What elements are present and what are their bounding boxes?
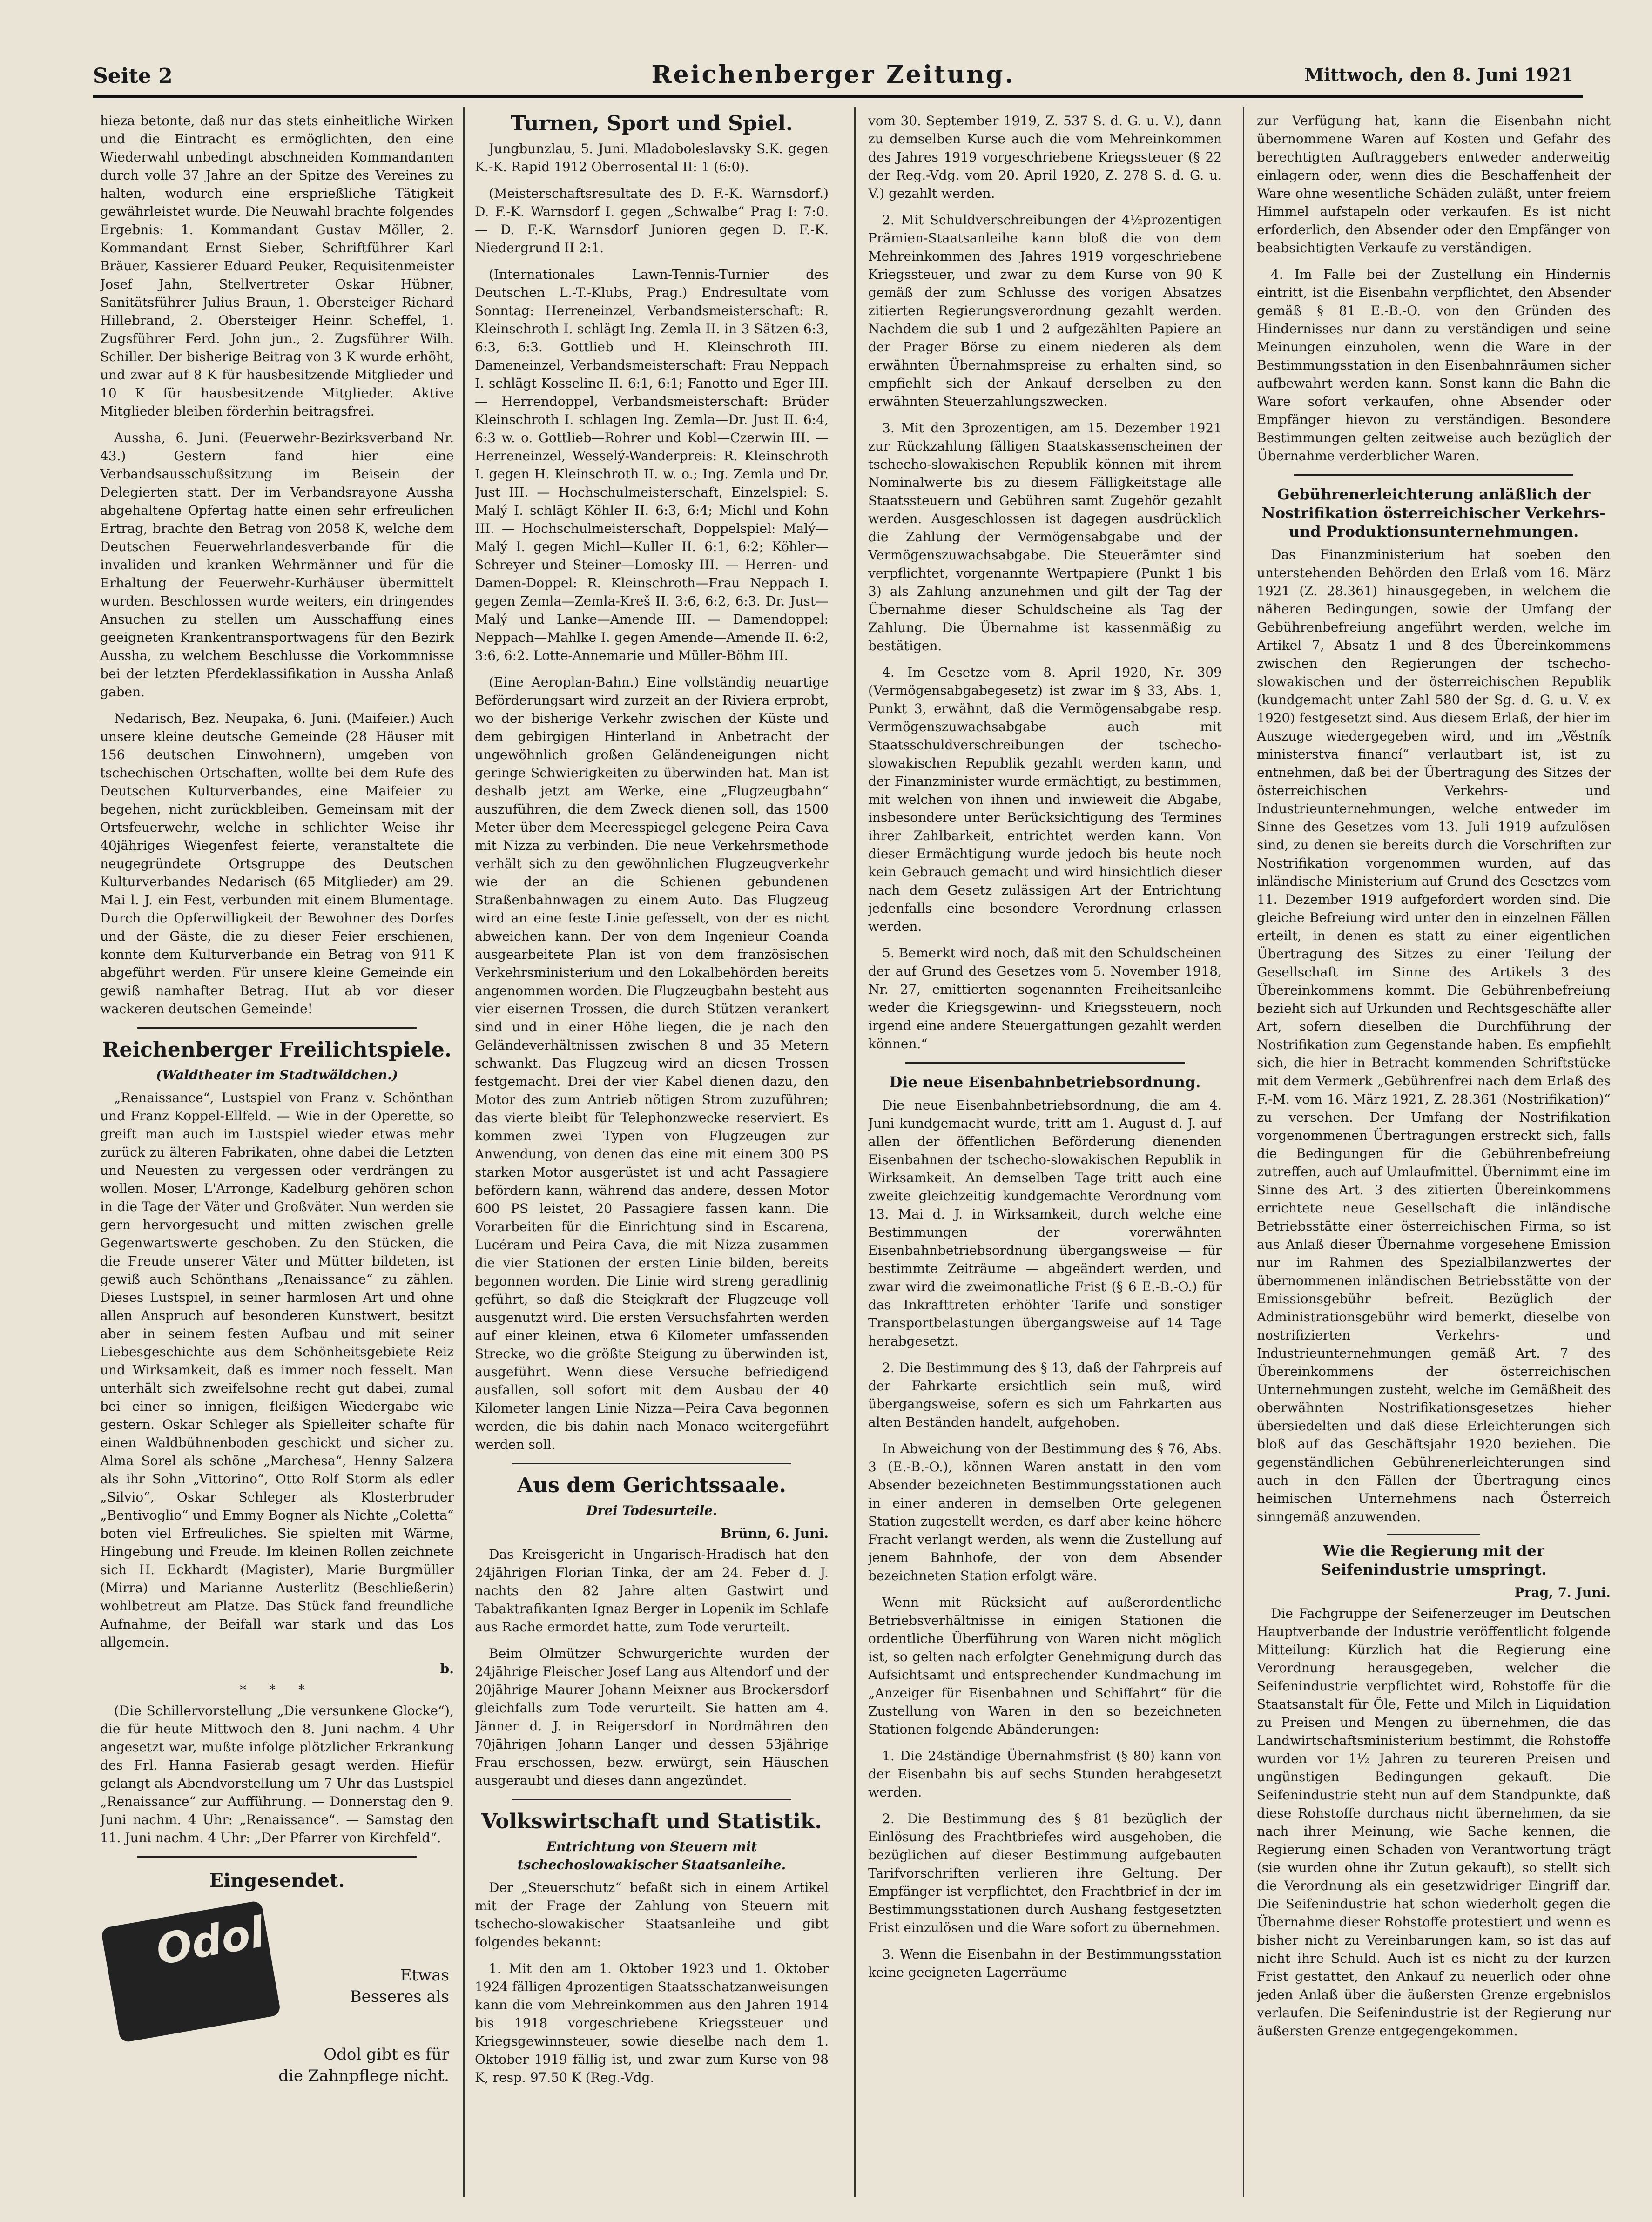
article-paragraph: 4. Im Gesetze vom 8. April 1920, Nr. 309 (Vermögensabgabegesetz) ist zwar im § 33, Abs. 1, Punkt 3, erwähnt, daß die Vermögensabgabe resp. Vermögenszuwachsabgabe auch mit Staatsschuldverschreibungen der tschecho-slowakischen Republik gezahlt werden kann, und der Finanzminister wurde ermächtigt, zu bestimmen, mit welchen von ihnen und inwieweit die Abgabe, insbesondere unter Berücksichtigung des Termines ihrer Zahlbarkeit, entrichtet werden kann. Von dieser Ermächtigung wurde jedoch bis heute noch kein Gebrauch gemacht und wird hinsichtlich dieser nach dem Gesetz zulässigen Art der Entrichtung jedenfalls eine besondere Verordnung erlassen werden. <box>868 665 1222 934</box>
dateline: Brünn, 6. Juni. <box>720 1526 829 1541</box>
article-paragraph: Die Fachgruppe der Seifenerzeuger im Deutschen Hauptverbande der Industrie veröffentlicht folgende Mitteilung: Kürzlich hat die Regierung eine Verordnung herausgegeben, welcher die Seifenindustrie verpflichtet wird, Rohstoffe für die Staatsanstalt für Öle, Fette und Milch in Liquidation zu Preisen und Mengen zu übernehmen, die das Landwirtschaftsministerium bestimmt, die Rohstoffe wurden vor 1½ Jahren zu teureren Preisen und ungünstigen Bedingungen gekauft. Die Seifenindustrie steht nun auf dem Standpunkte, daß diese Rohstoffe durchaus nicht übernehmen, da sie nach ihrer Meinung, wie Sache kennen, die Regierung einen Schaden von Verantwortung trägt (sie wurden ohne ihr Zutun gekauft), so stellt sich die Verordnung als ein gesetzwidriger Eingriff dar. Die Seifenindustrie hat schon wiederholt gegen die Übernahme dieser Rohstoffe protestiert und wenn es bisher nicht zu Vereinbarungen kam, so ist das auf nicht ihre Schuld. Auch ist es nicht zu der kurzen Frist gestattet, den Ankauf zu neuerlich oder ohne jeden Anlaß über die äußersten Grenze ergebnislos verlaufen. Die Seifenindustrie ist der Regierung nur äußersten Grenze entgegengekommen. <box>1257 1606 1611 2039</box>
article-paragraph: Aussha, 6. Juni. (Feuerwehr-Bezirksverband Nr. 43.) Gestern fand hier eine Verbandsausschußsitzung im Beisein der Delegierten statt. Der im Verbandsrayone Aussha abgehaltene Opfertag hatte einen sehr erfreulichen Ertrag, brachte den Betrag von 2058 K, welche dem Deutschen Feuerwehrlandesverbande für die invaliden und kranken Wehrmänner und für die Erhaltung der Feuerwehr-Kurhäuser übermittelt wurden. Beschlossen wurde weiters, ein dringendes Ansuchen zu stellen um Ausschaffung eines geeigneten Krankentransportwagens für den Bezirk Aussha, zu welchem Beschlusse die Vorkommnisse bei der letzten Pferdeklassifikation in Aussha Anlaß gaben. <box>100 430 454 700</box>
theater-subheading: (Waldtheater im Stadtwäldchen.) <box>156 1067 398 1083</box>
section-separator <box>512 1463 791 1464</box>
masthead <box>93 56 1573 93</box>
article-paragraph: (Meisterschaftsresultate des D. F.-K. Warnsdorf.) D. F.-K. Warnsdorf I. gegen „Schwalbe“ Prag I: 7:0. — D. F.-K. Warnsdorf Junioren gegen D. F.-K. Niedergrund II 2:1. <box>475 186 829 256</box>
advertisement-tagline <box>278 2044 449 2087</box>
court-heading: Aus dem Gerichtssaale. <box>517 1474 786 1497</box>
article-paragraph: 4. Im Falle bei der Zustellung ein Hindernis eintritt, ist die Eisenbahn verpflichtet, den Absender gemäß § 81 E.-B.-O. von den Gründen des Hindernisses nur dann zu verständigen und seine Meinungen einzuholen, wenn die Ware in der Bestimmungsstation in den Eisenbahnräumen sicher aufbewahrt werden kann. Sonst kann die Bahn die Ware sofort verkaufen, ohne Absender oder Empfänger hievon zu verständigen. Besondere Bestimmungen gelten zeitweise auch bezüglich der Übernahme verderblicher Waren. <box>1257 267 1611 464</box>
article-paragraph: Das Finanzministerium hat soeben den unterstehenden Behörden den Erlaß vom 16. März 1921 (Z. 28.361) hinausgegeben, in welchem die näheren Bedingungen, sowie der Umfang der Gebührenbefreiung angeführt werden, welche im Artikel 7, Absatz 1 und 8 des Übereinkommens zwischen den Regierungen der tschecho-slowakischen und der österreichischen Republik (kundgemacht unter Zahl 580 der Sg. d. G. u. V. ex 1920) festgesetzt sind. Aus diesem Erlaß, der hier im Auszuge wiedergegeben wird, und im „Věstník ministerstva financí“ verlautbart ist, ist zu entnehmen, daß bei der Übertragung des Sitzes der österreichischen Verkehrs- und Industrieunternehmungen, welche entweder im Sinne des Gesetzes vom 13. Juli 1919 aufzulösen sind, zu denen sie bereits durch die Vorschriften zur Nostrifikation vorgenommen wurden, auf das inländische Ministerium auf Grund des Gesetzes vom 11. Dezember 1919 aufgefordert worden sind. Die gleiche Befreiung wird unter den in einzelnen Fällen erteilt, in denen es statt zu einer eigentlichen Übertragung des Sitzes zu einer Teilung der Gesellschaft im Sinne des Artikels 3 des Übereinkommens kommt. Die Gebührenbefreiung bezieht sich auf Urkunden und Rechtsgeschäfte aller Art, sofern dieselben die Durchführung der Nostrifikation zum Gegenstande haben. Es empfiehlt sich, die hier in Betracht kommenden Schriftstücke mit dem Vermerk „Gebührenfrei nach dem Erlaß des F.-M. vom 16. März 1921, Z. 28.361 (Nostrifikation)“ zu versehen. Der Umfang der Nostrifikation vorgenommenen Übertragungen erstreckt sich, falls die Bedingungen für die Gebührenbefreiung zutreffen, auch auf Umlaufmittel. Übernimmt eine im Sinne des Art. 3 des zitierten Übereinkommens errichtete neue Gesellschaft die inländische Betriebsstätte einer österreichischen Firma, so ist aus Anlaß dieser Übernahme vorgesehene Emission nur im Rahmen des Spezialbilanzwertes der übernommenen inländischen Betriebsstätte von der Emissionsgebühr befreit. Bezüglich der Administrationsgebühr wird bemerkt, dieselbe von nostrifizierten Verkehrs- und Industrieunternehmungen gemäß Art. 7 des Übereinkommens der österreichischen Unternehmungen zusteht, welche im Gemäßheit des oberwähnten Nostrifikationsgesetzes hieher übersiedelten und daß diese Erleichterungen sich bloß auf das Geschäftsjahr 1920 beziehen. Die gegenständlichen Gebührenerleichterungen sind auch in den Fällen der Übertragung eines heimischen Unternehmens nach Österreich sinngemäß anzuwenden. <box>1257 547 1611 1524</box>
newspaper-title: Reichenberger Zeitung. <box>651 61 1015 89</box>
advertisement-text <box>350 1965 449 2007</box>
advertisement <box>100 1872 454 2090</box>
section-separator <box>512 1799 791 1800</box>
ad-line: Etwas <box>400 1966 449 1985</box>
column-3 <box>868 112 1222 2192</box>
article-paragraph: Beim Olmützer Schwurgerichte wurden der 24jährige Fleischer Josef Lang aus Altendorf und der 20jährige Maurer Johann Meixner aus Brockersdorf gleichfalls zum Tode verurteilt. Sie hatten am 4. Jänner d. J. in Reigersdorf in Nordmähren den 70jährigen Johann Langer und dessen 53jährige Frau erschossen, bezw. erwürgt, sein Häuschen ausgeraubt und dieses dann angezündet. <box>475 1646 829 1788</box>
sport-heading: Turnen, Sport und Spiel. <box>510 112 793 135</box>
soap-industry-heading: Wie die Regierung mit der Seifenindustrie umspringt. <box>1321 1542 1547 1578</box>
ad-line: Odol gibt es für <box>324 2045 449 2064</box>
advertisement-heading: Eingesendet. <box>209 1870 345 1892</box>
fee-relief-heading: Gebührenerleichterung anläßlich der Nostrifikation österreichischer Verkehrs- und Produktionsunternehmungen. <box>1261 485 1606 540</box>
ad-line: die Zahnpflege nicht. <box>278 2067 449 2085</box>
article-paragraph: „Renaissance“, Lustspiel von Franz v. Schönthan und Franz Koppel-Ellfeld. — Wie in der Operette, so greift man auch im Lustspiel wieder etwas mehr zurück zu älteren Fabrikaten, ohne dabei die Letzten und Neuesten zu vergessen oder verdrängen zu wollen. Moser, L'Arronge, Kadelburg gehören schon in die Tage der Väter und Großväter. Nun werden sie gern hervorgesucht und mitten zwischen grelle Gegenwartswerte geschoben. Zu den Stücken, die die Freude unserer Väter und Mütter bildeten, ist gewiß auch Schönthans „Renaissance“ zu zählen. Dieses Lustspiel, in seiner harmlosen Art und ohne allen Anspruch auf besonderen Kunstwert, besitzt aber in seinem festen Aufbau und mit seiner Liebesgeschichte aus dem Schönheitsgebiete Reiz und Wirksamkeit, daß es immer noch fesselt. Man unterhält sich zweifelsohne recht gut dabei, zumal bei einer so innigen, fleißigen Wiedergabe wie gestern. Oskar Schleger als Spielleiter schafte für einen Waldbühnenboden geschickt und sicher zu. Alma Sorel als schöne „Marchesa“, Henny Salzera als ihr Sohn „Vittorino“, Otto Rolf Storm als edler „Silvio“, Oskar Schleger als Klosterbruder „Bentivoglio“ und Emmy Bogner als Nichte „Coletta“ boten viel Erfreuliches. Sie spielten mit Wärme, Hingebung und Freude. Im kleinen Rollen zeichnete sich H. Eckhardt (Magister), Marie Burgmüller (Mirra) und Marianne Austerlitz (Beschließerin) wohlbetreut am Platze. Das Stück fand freundliche Aufnahme, der Beifall war stark und das Los allgemein. <box>100 1090 454 1650</box>
article-paragraph: 2. Die Bestimmung des § 13, daß der Fahrpreis auf der Fahrkarte ersichtlich sein muß, wird übergangsweise, sofern es sich um Fahrkarten aus alten Beständen handelt, aufgehoben. <box>868 1360 1222 1430</box>
section-separator <box>137 1856 417 1858</box>
issue-date: Mittwoch, den 8. Juni 1921 <box>1304 64 1573 85</box>
signature: b. <box>440 1661 454 1677</box>
asterism: * * * <box>240 1682 314 1697</box>
article-paragraph: (Eine Aeroplan-Bahn.) Eine vollständig neuartige Beförderungsart wird zurzeit an der Riviera erprobt, wo der bisherige Verkehr zwischen der Küste und dem gebirgigen Hinterland in Anbetracht der ungewöhnlich großen Geländeneigungen nicht geringe Schwierigkeiten zu überwinden hat. Man ist deshalb jetzt am Werke, eine „Flugzeugbahn“ auszuführen, die dem Zweck dienen soll, das 1500 Meter über dem Meeresspiegel gelegene Peira Cava mit Nizza zu verbinden. Die neue Verkehrsmethode verhält sich zu den gewöhnlichen Flugzeugverkehr wie der an die Schienen gebundenen Straßenbahnwagen zu einem Auto. Das Flugzeug wird an eine feste Linie gefesselt, von der es nicht abweichen kann. Der von dem Ingenieur Coanda ausgearbeitete Plan ist von dem französischen Verkehrsministerium und den Lokalbehörden bereits angenommen worden. Die Flugzeugbahn besteht aus vier eisernen Trossen, die durch Stützen verankert sind und in einer Höhe liegen, die je nach den Geländeverhältnissen zwischen 8 und 35 Metern schwankt. Das Flugzeug wird an diesen Trossen festgemacht. Drei der vier Kabel dienen dazu, den Motor des zum Antrieb nötigen Strom zuzuführen; das vierte bleibt für Telephonzwecke reserviert. Es kommen zwei Typen von Flugzeugen zur Anwendung, von denen das eine mit einem 300 PS starken Motor ausgerüstet ist und acht Passagiere befördern kann, während das andere, dessen Motor 600 PS leistet, 20 Passagiere fassen kann. Die Vorarbeiten für die Einrichtung sind in Escarena, Lucéram und Peira Cava, die mit Nizza zusammen die vier Stationen der ersten Linie bilden, bereits begonnen worden. Die Linie wird streng geradlinig geführt, so daß die Steigkraft der Flugzeuge voll ausgenutzt wird. Die ersten Versuchsfahrten werden auf einer kleinen, etwa 6 Kilometer umfassenden Strecke, wo die größte Steigung zu überwinden ist, ausgeführt. Wenn diese Versuche befriedigend ausfallen, soll sofort mit dem Ausbau der 40 Kilometer langen Linie Nizza—Peira Cava begonnen werden, die bis dahin nach Monaco weitergeführt werden soll. <box>475 674 829 1452</box>
article-paragraph: 5. Bemerkt wird noch, daß mit den Schuldscheinen der auf Grund des Gesetzes vom 5. November 1918, Nr. 27, emittierten sogenannten Freiheitsanleihe weder die Kriegsgewinn- und Kriegssteuern, noch irgend eine andere Steuergattungen gezahlt werden können.“ <box>868 945 1222 1051</box>
article-paragraph: 1. Die 24ständige Übernahmsfrist (§ 80) kann von der Eisenbahn bis auf sechs Stunden herabgesetzt werden. <box>868 1748 1222 1800</box>
economy-subheading: Entrichtung von Steuern mit tschechoslowakischer Staatsanleihe. <box>517 1839 786 1872</box>
article-paragraph: 2. Mit Schuldverschreibungen der 4½prozentigen Prämien-Staatsanleihe kann bloß die von dem Mehreinkommen des Jahres 1919 vorgeschriebene Kriegssteuer, und zwar zu dem Kurse von 90 K gemäß der zum Schlusse des vorigen Absatzes zitierten Regierungsverordnung gezahlt werden. Nachdem die sub 1 und 2 aufgezählten Papiere an der Prager Börse zu einem niederen als dem erwähnten Übernahmspreise zu erhalten sind, so empfiehlt sich der Ankauf derselben zu den erwähnten Steuerzahlungszwecken. <box>868 212 1222 409</box>
article-paragraph: In Abweichung von der Bestimmung des § 76, Abs. 3 (E.-B.-O.), können Waren anstatt in den vom Absender bezeichneten Bestimmungsstationen auch in einer anderen in demselben Orte gelegenen Station zugestellt werden, es darf aber keine höhere Fracht verlangt werden, als wenn die Zustellung auf jenem Bahnhofe, der von dem Absender bezeichneten Station erfolgt wäre. <box>868 1441 1222 1583</box>
odol-logo: Odol <box>152 1907 268 1975</box>
section-separator <box>905 1062 1185 1064</box>
column-4 <box>1257 112 1611 2192</box>
article-paragraph: Der „Steuerschutz“ befaßt sich in einem Artikel mit der Frage der Zahlung von Steuern mit tschecho-slowakischer Staatsanleihe und gibt folgendes bekannt: <box>475 1880 829 1950</box>
article-paragraph: (Die Schillervorstellung „Die versunkene Glocke“), die für heute Mittwoch den 8. Juni nachm. 4 Uhr angesetzt war, mußte infolge plötzlicher Erkrankung des Frl. Hanna Fasierab gesagt werden. Hiefür gelangt als Abendvorstellung um 7 Uhr das Lustspiel „Renaissance“ zur Aufführung. — Donnerstag den 9. Juni nachm. 4 Uhr: „Renaissance“. — Samstag den 11. Juni nachm. 4 Uhr: „Der Pfarrer von Kirchfeld“. <box>100 1703 454 1845</box>
section-separator <box>1387 1534 1480 1535</box>
section-separator <box>1294 474 1573 476</box>
article-paragraph: Das Kreisgericht in Ungarisch-Hradisch hat den 24jährigen Florian Tinka, der am 24. Feber d. J. nachts den 82 Jahre alten Gastwirt und Tabaktrafikanten Ignaz Berger in Lopenik im Schlafe aus Rache ermordet hatte, zum Tode verurteilt. <box>475 1547 829 1635</box>
article-paragraph: Jungbunzlau, 5. Juni. Mladoboleslavsky S.K. gegen K.-K. Rapid 1912 Oberrosental II: 1 (6:0). <box>475 141 829 175</box>
column-2 <box>475 112 829 2192</box>
economy-heading: Volkswirtschaft und Statistik. <box>481 1810 822 1833</box>
column-1 <box>100 112 454 2192</box>
dateline: Prag, 7. Juni. <box>1514 1585 1611 1600</box>
column-divider <box>854 107 856 2197</box>
article-paragraph: (Internationales Lawn-Tennis-Turnier des Deutschen L.-T.-Klubs, Prag.) Endresultate vom Sonntag: Herreneinzel, Verbandsmeisterschaft: R. Kleinschroth I. schlägt Ing. Zemla II. in 3 Sätzen 6:3, 6:3, 6:3. Gottlieb und H. Kleinschroth III. Dameneinzel, Verbandsmeisterschaft: Frau Neppach I. schlägt Kosseline II. 6:1, 6:1; Fanotto und Eger III. — Herrendoppel, Verbandsmeisterschaft: Brüder Kleinschroth I. schlagen Ing. Zemla—Dr. Just II. 6:4, 6:3 w. o. Gottlieb—Rohrer und Kobl—Czerwin III. — Herreneinzel, Wesselý-Wanderpreis: R. Kleinschroth I. gegen H. Kleinschroth II. w. o.; Ing. Zemla und Dr. Just III. — Hochschulmeisterschaft, Einzelspiel: S. Malý I. schlägt Köhler II. 6:3, 6:4; Michl und Kohn III. — Hochschulmeisterschaft, Doppelspiel: Malý—Malý I. gegen Michl—Kuller II. 6:1, 6:2; Köhler—Schreyer und Steiner—Lomosky III. — Herren- und Damen-Doppel: R. Kleinschroth—Frau Neppach I. gegen Zemla—Zemla-Kreš II. 3:6, 6:2, 6:3. Dr. Just—Malý und Lanke—Amende III. — Damendoppel: Neppach—Mahlke I. gegen Amende—Amende II. 6:2, 3:6, 6:2. Lotte-Annemarie und Müller-Böhm III. <box>475 267 829 663</box>
article-paragraph: Nedarisch, Bez. Neupaka, 6. Juni. (Maifeier.) Auch unsere kleine deutsche Gemeinde (28 Häuser mit 156 deutschen Einwohnern), umgeben von tschechischen Ortschaften, wollte bei dem Rufe des Deutschen Kulturverbandes, eine Maifeier zu begehen, nicht zurückbleiben. Gemeinsam mit der Ortsfeuerwehr, welche in schlichter Weise ihr 40jähriges Wiegenfest feierte, veranstaltete die neugegründete Ortsgruppe des Deutschen Kulturverbandes Nedarisch (65 Mitglieder) am 29. Mai l. J. ein Fest, verbunden mit einem Blumentage. Durch die Opferwilligkeit der Bewohner des Dorfes und der Gäste, die zu dieser Feier erschienen, konnte dem Kulturverbande ein Betrag von 911 K abgeführt werden. Für unsere kleine Gemeinde ein gewiß namhafter Betrag. Hut ab vor dieser wackeren deutschen Gemeinde! <box>100 711 454 1017</box>
page-label: Seite 2 <box>93 64 173 88</box>
article-paragraph: 2. Die Bestimmung des § 81 bezüglich der Einlösung des Frachtbriefes wird ausgehoben, die bezüglichen auf dieser Bestimmung aufgebauten Tarifvorschriften verlieren ihre Geltung. Der Empfänger ist verpflichtet, den Frachtbrief in der im Bestimmungsstationen durch Aushang festgesetzten Frist einzulösen und die Ware sofort zu übernehmen. <box>868 1811 1222 1935</box>
article-paragraph: Wenn mit Rücksicht auf außerordentliche Betriebsverhältnisse in einigen Stationen die ordentliche Überführung von Waren nicht möglich ist, so gelten nach erfolgter Genehmigung durch das Aufsichtsamt und entsprechender Kundmachung im „Anzeiger für Eisenbahnen und Schiffahrt“ für die Zustellung von Waren in den so bezeichneten Stationen folgende Abänderungen: <box>868 1595 1222 1737</box>
article-paragraph: 3. Wenn die Eisenbahn in der Bestimmungsstation keine geeigneten Lagerräume <box>868 1946 1222 1980</box>
article-paragraph: 3. Mit den 3prozentigen, am 15. Dezember 1921 zur Rückzahlung fälligen Staatskassenscheinen der tschecho-slowakischen Republik können mit ihrem Nominalwerte bis zu diesem Fälligkeitstage alle Staatssteuern und Gebühren samt Zugehör gezahlt werden. Ausgeschlossen ist dagegen ausdrücklich die Zahlung der Vermögensabgabe und der Vermögenszuwachsabgabe. Die Steuerämter sind verpflichtet, vorgenannte Wertpapiere (Punkt 1 bis 3) als Zahlung anzunehmen und gilt der Tag der Übernahme dieser Schuldscheine als Tag der Zahlung. Die Übernahme ist kassenmäßig zu bestätigen. <box>868 420 1222 653</box>
column-divider <box>463 107 465 2197</box>
railway-heading: Die neue Eisenbahnbetriebsordnung. <box>889 1073 1201 1091</box>
article-paragraph: 1. Mit den am 1. Oktober 1923 und 1. Oktober 1924 fälligen 4prozentigen Staatsschatzanweisungen kann die vom Mehreinkommen aus den Jahren 1914 bis 1918 vorgeschriebene Kriegssteuer und Kriegsgewinnsteuer, sowie dieselbe nach dem 1. Oktober 1919 fällig ist, und zwar zum Kurse von 98 K, resp. 97.50 K (Reg.-Vdg. <box>475 1961 829 2085</box>
article-paragraph: vom 30. September 1919, Z. 537 S. d. G. u. V.), dann zu demselben Kurse auch die vom Mehreinkommen des Jahres 1919 vorgeschriebene Kriegssteuer (§ 22 der Reg.-Vdg. vom 20. April 1920, Z. 278 S. d. G. u. V.) gezahlt werden. <box>868 113 1222 201</box>
article-paragraph: zur Verfügung hat, kann die Eisenbahn nicht übernommene Waren auf Kosten und Gefahr des berechtigten Auftraggebers entweder anderweitig einlagern oder, wenn dies die Beschaffenheit der Ware ohne wesentliche Schäden zuläßt, unter freiem Himmel aufstapeln oder verkaufen. Es ist nicht erforderlich, den Absender oder den Empfänger von beabsichtigten Verkaufe zu verständigen. <box>1257 113 1611 256</box>
theater-heading: Reichenberger Freilichtspiele. <box>102 1038 452 1062</box>
ad-line: Besseres als <box>350 1987 449 2006</box>
column-divider <box>1243 107 1244 2197</box>
masthead-rule <box>93 95 1583 98</box>
article-paragraph: Die neue Eisenbahnbetriebsordnung, die am 4. Juni kundgemacht wurde, tritt am 1. August d. J. auf allen der öffentlichen Beförderung dienenden Eisenbahnen der tschecho-slowakischen Republik in Wirksamkeit. An demselben Tage tritt auch eine zweite gleichzeitig kundgemachte Verordnung vom 13. Mai d. J. in Wirksamkeit, durch welche eine Bestimmungen der vorerwähnten Eisenbahnbetriebsordnung übergangsweise — für bestimmte Zeiträume — abgeändert werden, und zwar wird die zweimonatliche Frist (§ 6 E.-B.-O.) für das Inkrafttreten erhöhter Tarife und sonstiger Transportbelastungen übergangsweise auf 14 Tage herabgesetzt. <box>868 1098 1222 1349</box>
court-subheading: Drei Todesurteile. <box>586 1503 717 1518</box>
section-separator <box>137 1027 417 1029</box>
article-paragraph: hieza betonte, daß nur das stets einheitliche Wirken und die Eintracht es ermöglichten, den eine Wiederwahl unbedingt abschneiden Kommandanten durch volle 37 Jahre an der Spitze des Vereines zu halten, wodurch eine ersprießliche Tätigkeit gewährleistet wurde. Die Neuwahl brachte folgendes Ergebnis: 1. Kommandant Gustav Möller, 2. Kommandant Ernst Sieber, Schriftführer Karl Bräuer, Kassierer Eduard Peuker, Requisitenmeister Josef Jahn, Stellvertreter Oskar Hübner, Sanitätsführer Julius Braun, 1. Obersteiger Richard Hillebrand, 2. Obersteiger Heinr. Scheffel, 1. Zugsführer Ferd. John jun., 2. Zugsführer Wilh. Schiller. Der bisherige Beitrag von 3 K wurde erhöht, und zwar auf 8 K für hausbesitzende Mitglieder und 10 K für hausbesitzende Mitglieder. Aktive Mitglieder bleiben förderhin beitragsfrei. <box>100 113 454 419</box>
